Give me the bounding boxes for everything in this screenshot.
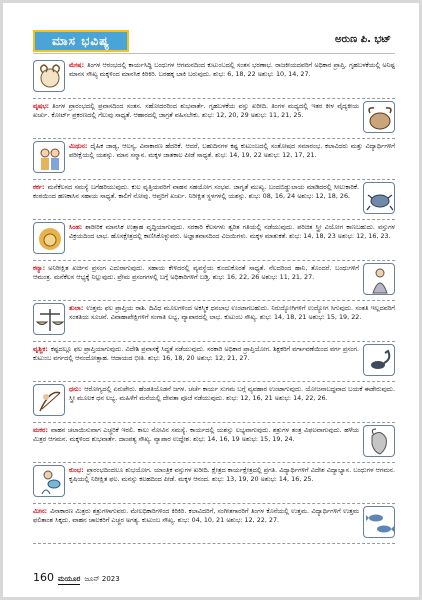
prediction-text: ತಿಂಗಳ ಆರಂಭದಲ್ಲಿ ಕಾರ್ಯಸಿದ್ಧಿ ಬಂಧುಗಳ ಆಗಮನದಿಂದ ಕುಟುಂಬದಲ್ಲಿ ಸಂತಸ ಭರಣಾಭ. ರಾಜಕೀಯದವರಿಗೆ ಅಧಿಕಾರ ಪ್ರಾಪ್ತಿ. ಗೃಹಬಳಕೆಯಲ್ಲಿ ಅನಿಷ್ಟ ಮಾನಸ ಸೌಖ್ಯ ಮಕ್ಕಳಿಂದ ಮಾನಸಿಕ ಕಿರಿಕಿರಿ. ಬರಹಕ್ಕ ಬಾಕಿ ಬರುವುದು. ಶುಭ: 6, 18, 22 ಅಶುಭ: 10, 14, 27. bbox=[69, 61, 395, 79]
sagittarius-archer-icon bbox=[33, 384, 65, 416]
horoscope-text bbox=[33, 507, 359, 525]
page-number: 160 bbox=[33, 571, 54, 584]
leo-lion-icon bbox=[33, 222, 65, 254]
horoscope-entry bbox=[33, 301, 395, 342]
section-title-box bbox=[33, 30, 129, 52]
magazine-logo: ಮಯೂರ bbox=[58, 575, 81, 583]
prediction-text: ದೈಹಿಕ ಜಾಡ್ಯ, ಆಲಸ್ಯ, ವಿನಾಕಾರಣ ಹೆದರಿಕೆ. ಆದರೆ, ಬಹುದಿನಗಳ ಕಷ್ಟ ಕುಟುಂಬದಲ್ಲಿ ಸಂತೋಷದ ಸಮಾರಂಭ. ಕಲಾವಿದರು ಮತ್ತು ವಿದ್ಯಾರ್ಥಿಗಳಿಗೆ ಪರೀಕ್ಷೆಯಲ್ಲಿ ಯಶಸ್ಸು. ಮಾನ ಸನ್ಮಾನ. ಮಕ್ಕಳ ಜಾತಕಾಲ ಪೀಡೆ ಸಾಧ್ಯತೆ. ಶುಭ: 14, 19, 22 ಅಶುಭ: 12, 17, 21. bbox=[69, 142, 395, 160]
horoscope-list bbox=[33, 58, 395, 544]
prediction-text: ಮನೆಕೆಲಸದ ಸಮಸ್ಯೆ ಬಗೆಹರಿಯುವುದು. ಕುಲ ವೃತ್ತಿಯವರಿಗೆ ವಾಹನ ಸಹಯೋಗ ಸಂಭವ. ಜಾಗೃತೆ ಮುಖ್ಯ. ಬಂದಬಿಡ್ಡುಲಾಯ ಮಾಡಿದರಲ್ಲಿ ಸೀಲುಕಾರಿಕೆ. ಕಂಠಯಿಂದ ಹಣಕಾಸಿನ ಸಹಾಯ ಸಾಧ್ಯತೆ. ಕಾಲಿಗೆ ನೋವು. ಆಪ್ತರಿಗೆ ಖರ್ಚು. ನಿರೀಕ್ಷಿತ ಸ್ಥಳಗಳಲ್ಲಿ ಯಶಸ್ಸು. ಶುಭ: 08, 16, 24 ಅಶುಭ: 12, 18, 26. bbox=[33, 182, 359, 200]
prediction-text: ತಿಂಗಳ ಪ್ರಾರಂಭದಲ್ಲಿ ಪ್ರವಾಸದಿಂದ ಸಂತಸ. ಸಹೋದರರಿಂದ ಶುಭವಾರ್ತೆ. ಗೃಹಬಳಕೆಯ ವಸ್ತು ಖರೀದಿ. ತಿಂಗಳ ಮಧ್ಯದಲ್ಲಿ ಇತರ ಕೀಳ ವೈದ್ಯಕೀಯ ಖರ್ಚು. ಕೋರ್ಟ್ ಪ್ರಕರಣದಲ್ಲಿ ಗೆಲುವು ಸಾಧ್ಯತೆ. ಆಹಾರದಲ್ಲಿ ಜಾಗ್ರತೆ ವಹಿಸಬೇಕು. ಶುಭ: 12, 20, 29 ಅಶುಭ: 11, 21, 25. bbox=[33, 101, 359, 119]
author-name: ಅರುಣ ಪಿ. ಭಟ್ bbox=[335, 34, 391, 45]
sign-name: ಕುಂಭ: bbox=[69, 466, 84, 474]
cancer-crab-icon bbox=[363, 182, 395, 214]
horoscope-entry bbox=[33, 58, 395, 99]
aquarius-water-bearer-icon bbox=[33, 465, 65, 497]
prediction-text: ಶಾರೀರಿಕ ಮಾನಸಿಕ ಉತ್ಸಾಹ ವೃದ್ಧಿಯಾಗುವುದು. ಸರಕಾರಿ ಕೆಲಸಗಳು ತ್ವರಿತ ಗತಿಯಲ್ಲಿ ನಡೆಯುವುದು. ಪರಿಚಿತ ಸ್ತ್ರೀ ವಿಯೋಗ ಕಾಣಬಹುದು. ವಸ್ತುಗಳ ವಿಕ್ರಯದಿಂದ ಲಾಭ. ಹೊಸಕ್ಷೇತ್ರದಲ್ಲಿ ಕಾಣಿಸಿಕೊಳ್ಳುವರು. ಅಜ್ಞಾತವಾಸದಿಂದ ವಿಜಯಿಗಳು. ಮಕ್ಕಳ ಮಾತುಕತೆ. ಶುಭ: 14, 18, 23 ಅಶುಭ: 12, 16, 23. bbox=[69, 223, 395, 241]
sign-name: ಕರ್ಕ: bbox=[33, 182, 45, 191]
pisces-fish-icon bbox=[363, 506, 395, 538]
issue-date: ಜೂನ್ 2023 bbox=[84, 575, 120, 583]
sign-name: ಮಕರ: bbox=[33, 425, 48, 434]
horoscope-text bbox=[69, 223, 395, 241]
capricorn-goat-icon bbox=[363, 425, 395, 457]
sign-name: ವೃಷಭ: bbox=[33, 101, 50, 110]
horoscope-text bbox=[69, 304, 395, 322]
horoscope-entry bbox=[33, 504, 395, 545]
page-header bbox=[33, 28, 395, 54]
horoscope-text bbox=[33, 426, 359, 444]
prediction-text: ವಿನಾಕಾರಣ ಮಿತ್ರರು ಶತ್ರುಗಳಾಗುವರು. ಮೇಲಧಿಕಾರಿಗಳಿಂದ ಕಿರಿಕಿರಿ. ಕಲಾವಿದರಿಗೆ, ಸಂಗೀತಗಾರರಿಗೆ ತಿಂಗಳ ಕೊನೆಯಲ್ಲಿ ಉತ್ತಮ. ವಿದ್ಯಾರ್ಥಿಗಳಿಗೆ ಉತ್ತಮ ಫಲಿತಾಂಶ ಸಿಕ್ಕದು. ವಾಹನ ಚಾಲಕರಿಗೆ ಎಚ್ಚರ ಅಗತ್ಯ. ಕುಟುಂಬ ಸೌಖ್ಯ. ಶುಭ: 04, 10, 21 ಅಶುಭ: 12, 22, 27. bbox=[33, 506, 359, 524]
horoscope-entry bbox=[33, 139, 395, 180]
horoscope-text bbox=[33, 345, 359, 363]
libra-scales-icon bbox=[33, 303, 65, 335]
horoscope-entry bbox=[33, 423, 395, 464]
horoscope-text bbox=[33, 102, 359, 120]
horoscope-entry bbox=[33, 261, 395, 302]
section-title: ಮಾಸ ಭವಿಷ್ಯ bbox=[52, 33, 110, 48]
sign-name: ಮೇಷ: bbox=[69, 61, 85, 69]
horoscope-entry bbox=[33, 99, 395, 140]
horoscope-entry bbox=[33, 220, 395, 261]
horoscope-text bbox=[69, 61, 395, 79]
horoscope-entry bbox=[33, 180, 395, 221]
horoscope-text bbox=[69, 385, 395, 403]
prediction-text: ಕಷ್ಟದಲ್ಲೂ ಫಲ ಪ್ರಾಪ್ತಿಯಾಗುವುದು. ವಿದೇಶಿ ಪ್ರವಾಸಕ್ಕೆ ಸಿದ್ಧತೆ ನಡೆಯುವುದು. ಸರಕಾರಿ ಅಧಿಕಾರ ಪ್ರಾಪ್ತಿಯೋಗ. ಶಿಕ್ಷಕರಿಗೆ ವರ್ಗಾವಣೆಯಿಂದ ವರ್ಗ ಪ್ರಸಂಗ. ಕುಟುಂಬ ವರ್ಗದಲ್ಲಿ ಆನಂದೋತ್ಸಾಹ. ಆದಾಯದ ಭೀತಿ. ಶುಭ: 16, 18, 20 ಅಶುಭ: 12, 21, 27. bbox=[33, 344, 359, 362]
horoscope-text bbox=[33, 264, 359, 282]
horoscope-text bbox=[33, 183, 359, 201]
sign-name: ಧನು: bbox=[69, 385, 82, 393]
horoscope-text bbox=[69, 142, 395, 160]
scorpio-scorpion-icon bbox=[363, 344, 395, 376]
taurus-bull-icon bbox=[363, 101, 395, 133]
sign-name: ಮೀನ: bbox=[33, 506, 48, 515]
horoscope-entry bbox=[33, 342, 395, 383]
sign-name: ಸಿಂಹ: bbox=[69, 223, 83, 231]
prediction-text: ಪ್ರಾರಂಭದಿಂದಲೂ ಶುಭಯೋಗ. ಯಾಂತ್ರಿಕ ವಸ್ತುಗಳ ಖರೀದಿ. ಕ್ಷೇತ್ರದ ಕಾರ್ಯಕ್ಷೇತ್ರದಲ್ಲಿ ಪ್ರಗತಿ. ವಿದ್ಯಾರ್ಥಿಗಳಿಗೆ ವಿದೇಶ ವಿದ್ಯಾಭ್ಯಾಸ. ಬಂಧುಗಳ ಆಗಮನ. ಕೃಷಿಯಲ್ಲಿ ನಿರೀಕ್ಷಿತ ಫಲ. ಮನಸ್ಸು ಕಲಹದಿಂದ ಪೀಡೆ. ಮಕ್ಕಳ ಆನಂದ. ಶುಭ: 13, 19, 20 ಅಶುಭ: 14, 16, 25. bbox=[69, 466, 395, 484]
horoscope-text bbox=[69, 466, 395, 484]
page-footer bbox=[33, 571, 120, 585]
sign-name: ವೃಶ್ಚಿಕ: bbox=[33, 344, 48, 353]
prediction-text: ಅನಿರೀಕ್ಷಿತ ಖರ್ಚಿನ ಪ್ರಸಂಗ ಎದುರಾಗುವುದು. ಸಹಾಯ ಕೇಳಿದರಲ್ಲಿ ವ್ಯವಸ್ಥೆಯ ಕುಂದುಕೊರತೆ ಸಾಧ್ಯತೆ. ನೆಲದರಿಂದ ಹಾನಿ, ತೊಂದರೆ. ಬಂಧುಗಳಿಗೆ ಆಮಂತ್ರ. ಮನೆಕೆಲಸ ಆಭ್ಯಕ್ಕೆ ನಿಲ್ಲುವುದು. ಪ್ರೇಮ ಪ್ರಸಂಗಗಳಲ್ಲಿ ಬಗ್ಗೆ ಅಧಿಕಾರಿಗಳಿಗೆ ಬಡ್ತಿ. ಶುಭ: 16, 22, 26 ಅಶುಭ: 11, 21, 27. bbox=[33, 263, 359, 281]
aries-ram-icon bbox=[33, 60, 65, 92]
prediction-text: ವಾಹನ ಚಲಾಯಿಸುವಾಗ ಎಚ್ಚರಿಕೆ ಇರಲಿ. ಕಾಲು ನೋವಿನ ಸಮಸ್ಯೆ. ಕಾರ್ಯದಲ್ಲಿ ಯಶಸ್ಸು ಲಭ್ಯವಾಗುವುದು. ಶತ್ರುಗಳ ತಂತ್ರ ವಿಫಲವಾಗುವುದು. ಹಳೆಯ ಮಿತ್ರರ ಆಗಮನ. ಮಕ್ಕಳಿಂದ ಶುಭವಾರ್ತೆ. ದಾಂಪತ್ಯ ಸೌಖ್ಯ. ವ್ಯಾಪಾರ ಉದ್ದೇಶ. ಶುಭ: 14, 16, 19 ಅಶುಭ: 15, 19, 24. bbox=[33, 425, 359, 443]
sign-name: ಮಿಥುನ: bbox=[69, 142, 88, 150]
gemini-twins-icon bbox=[33, 141, 65, 173]
magazine-page bbox=[3, 3, 419, 597]
horoscope-entry bbox=[33, 382, 395, 423]
horoscope-entry bbox=[33, 463, 395, 504]
prediction-text: ಆರೋಗ್ಯದಲ್ಲಿ ಏರುಪೇರು. ಹೆಂಡತಿಯೊಡನೆ ಜಗಳ. ಚರ್ಚೆ ಕಾರ್ಯ ಸುಗಮ ಬಗ್ಗೆ ವ್ಯವಹಾರ ಉಂಟಾಗುವುದು. ಯೋಜನಾಬದ್ಧವಾದ ಬಯಕೆ ಈಡೇರುವುದು. ಸ್ತ್ರೀ ಮೂಲಕ ಧನ ಲಭ್ಯ. ಮಹಿಳೆಗೆ ಮನೆಯಲ್ಲಿ ದೇವತಾ ಪೂಜೆ ನಡೆಯುವುದು. ಶುಭ: 12, 16, 21 ಅಶುಭ: 14, 22, 26. bbox=[69, 385, 395, 403]
virgo-maiden-icon bbox=[363, 263, 395, 295]
sign-name: ಕನ್ಯಾ: bbox=[33, 263, 46, 272]
sign-name: ತುಲಾ: bbox=[69, 304, 84, 312]
prediction-text: ಉತ್ತಮ ಫಲ ಪ್ರಾಪ್ತಿಯ ರಾಶಿ. ದಿವಿಧ ಮೂಲಗಳಿಂದ ಅಕಸ್ಮಿಕ ಧನಲಾಭ ಉಂಟಾಗಬಹುದು. ನಿರುದ್ಯೋಗಿಗಳಿಗೆ ಉದ್ಯೋಗ ಸಿಗುವುದು. ಸಂತತಿ ಇಲ್ಲದವರಿಗೆ ಸಂತತಿಯ ಸೂಚನೆ. ವಿವಾಹಾಪೇಕ್ಷಿಗಳಿಗೆ ಸಂಗಾತಿ ಲಭ್ಯ, ವ್ಯಾಪಾರದಲ್ಲಿ ಲಾಭ. ಕುಟುಂಬ ಸೌಖ್ಯ. ಶುಭ: 14, 18, 21 ಅಶುಭ: 15, 19, 22. bbox=[69, 304, 395, 322]
